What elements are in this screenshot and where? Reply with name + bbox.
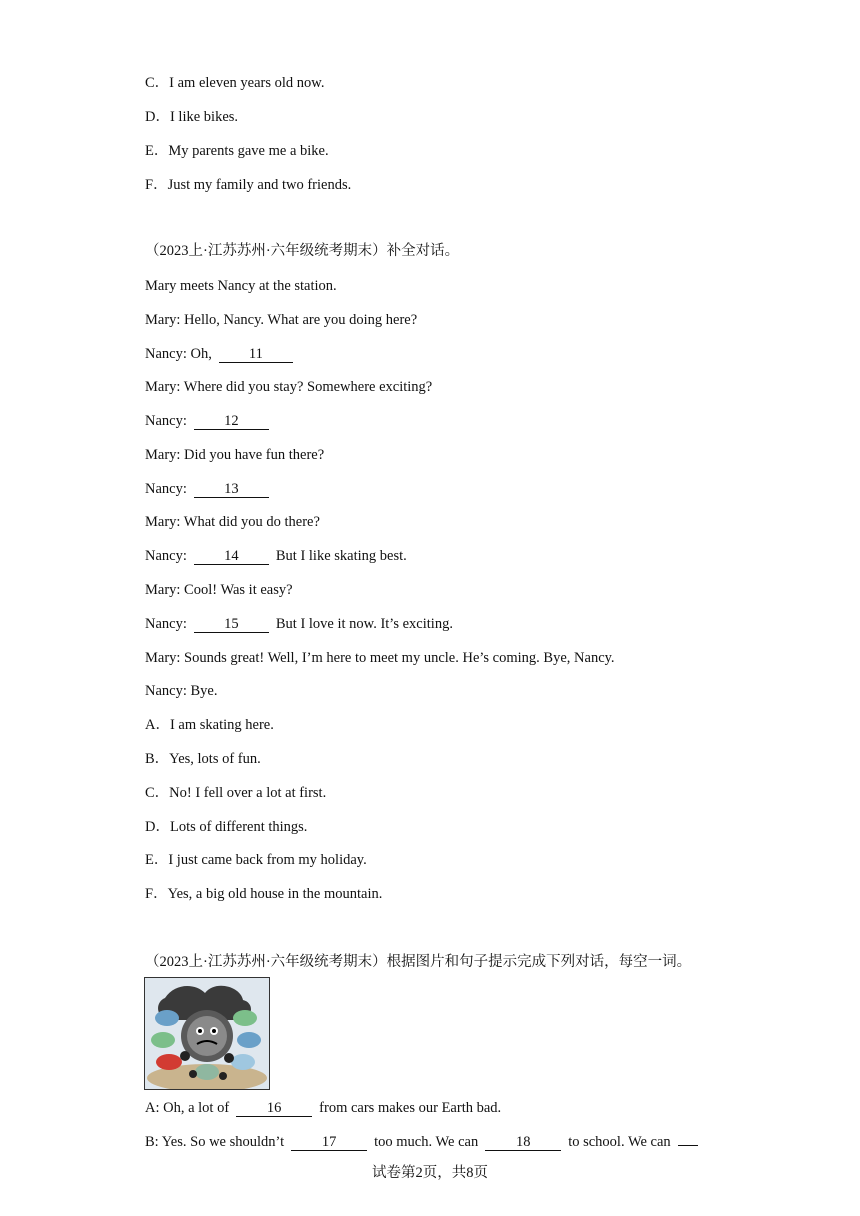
dialogue-line: Mary: Did you have fun there?	[145, 447, 325, 463]
option-a: A．I am skating here.	[145, 717, 274, 733]
speaker-text: A: Oh, a lot of	[145, 1100, 230, 1116]
speaker-text: Nancy:	[145, 481, 187, 497]
dialogue-line	[145, 1133, 698, 1151]
option-f: F．Yes, a big old house in the mountain.	[145, 886, 383, 902]
dialogue-text: But I like skating best.	[275, 548, 407, 564]
dialogue-line	[145, 615, 453, 633]
option-d: D．Lots of different things.	[145, 819, 308, 835]
dialogue-line: Mary: Hello, Nancy. What are you doing here?	[145, 312, 418, 328]
section3-header: （2023上·江苏苏州·六年级统考期末）根据图片和句子提示完成下列对话，每空一词。	[145, 954, 692, 970]
speaker-text: Nancy:	[145, 616, 187, 632]
dialogue-line	[145, 480, 269, 498]
option-b: B．Yes, lots of fun.	[145, 751, 261, 767]
dialogue-line	[145, 412, 269, 430]
dialogue-text: But I love it now. It’s exciting.	[275, 616, 453, 632]
speaker-text: Nancy:	[145, 413, 187, 429]
pollution-cartoon-image	[144, 977, 270, 1090]
dialogue-text: from cars makes our Earth bad.	[319, 1100, 502, 1116]
speaker-text: B: Yes. So we shouldn’t	[145, 1134, 285, 1150]
dialogue-line	[145, 1099, 501, 1117]
blank-15: 15	[194, 617, 269, 633]
dialogue-line: Mary: What did you do there?	[145, 514, 320, 530]
option-e: E．I just came back from my holiday.	[145, 852, 367, 868]
option-d-q1: D．I like bikes.	[145, 109, 239, 125]
blank-18: 18	[485, 1135, 561, 1151]
blank-17: 17	[291, 1135, 367, 1151]
blank-16: 16	[236, 1101, 312, 1117]
dialogue-line	[145, 345, 293, 363]
blank-11: 11	[219, 347, 293, 363]
blank-19-partial	[678, 1145, 698, 1146]
option-f-q1: F．Just my family and two friends.	[145, 177, 352, 193]
blank-13: 13	[194, 482, 269, 498]
option-c-q1: C．I am eleven years old now.	[145, 75, 325, 91]
dialogue-line: Mary: Where did you stay? Somewhere exciting?	[145, 379, 433, 395]
dialogue-line	[145, 547, 407, 565]
dialogue-intro: Mary meets Nancy at the station.	[145, 278, 337, 294]
option-e-q1: E．My parents gave me a bike.	[145, 143, 329, 159]
dialogue-line: Mary: Cool! Was it easy?	[145, 582, 293, 598]
option-c: C．No! I fell over a lot at first.	[145, 785, 327, 801]
dialogue-text: to school. We can	[568, 1134, 671, 1150]
dialogue-line: Nancy: Bye.	[145, 683, 218, 699]
dialogue-text: too much. We can	[374, 1134, 479, 1150]
speaker-text: Nancy: Oh,	[145, 346, 212, 362]
blank-14: 14	[194, 549, 269, 565]
page-footer: 试卷第2页，共8页	[372, 1165, 488, 1181]
blank-12: 12	[194, 414, 269, 430]
speaker-text: Nancy:	[145, 548, 187, 564]
section2-header: （2023上·江苏苏州·六年级统考期末）补全对话。	[145, 243, 460, 259]
dialogue-line: Mary: Sounds great! Well, I’m here to meet my uncle. He’s coming. Bye, Nancy.	[145, 650, 615, 666]
